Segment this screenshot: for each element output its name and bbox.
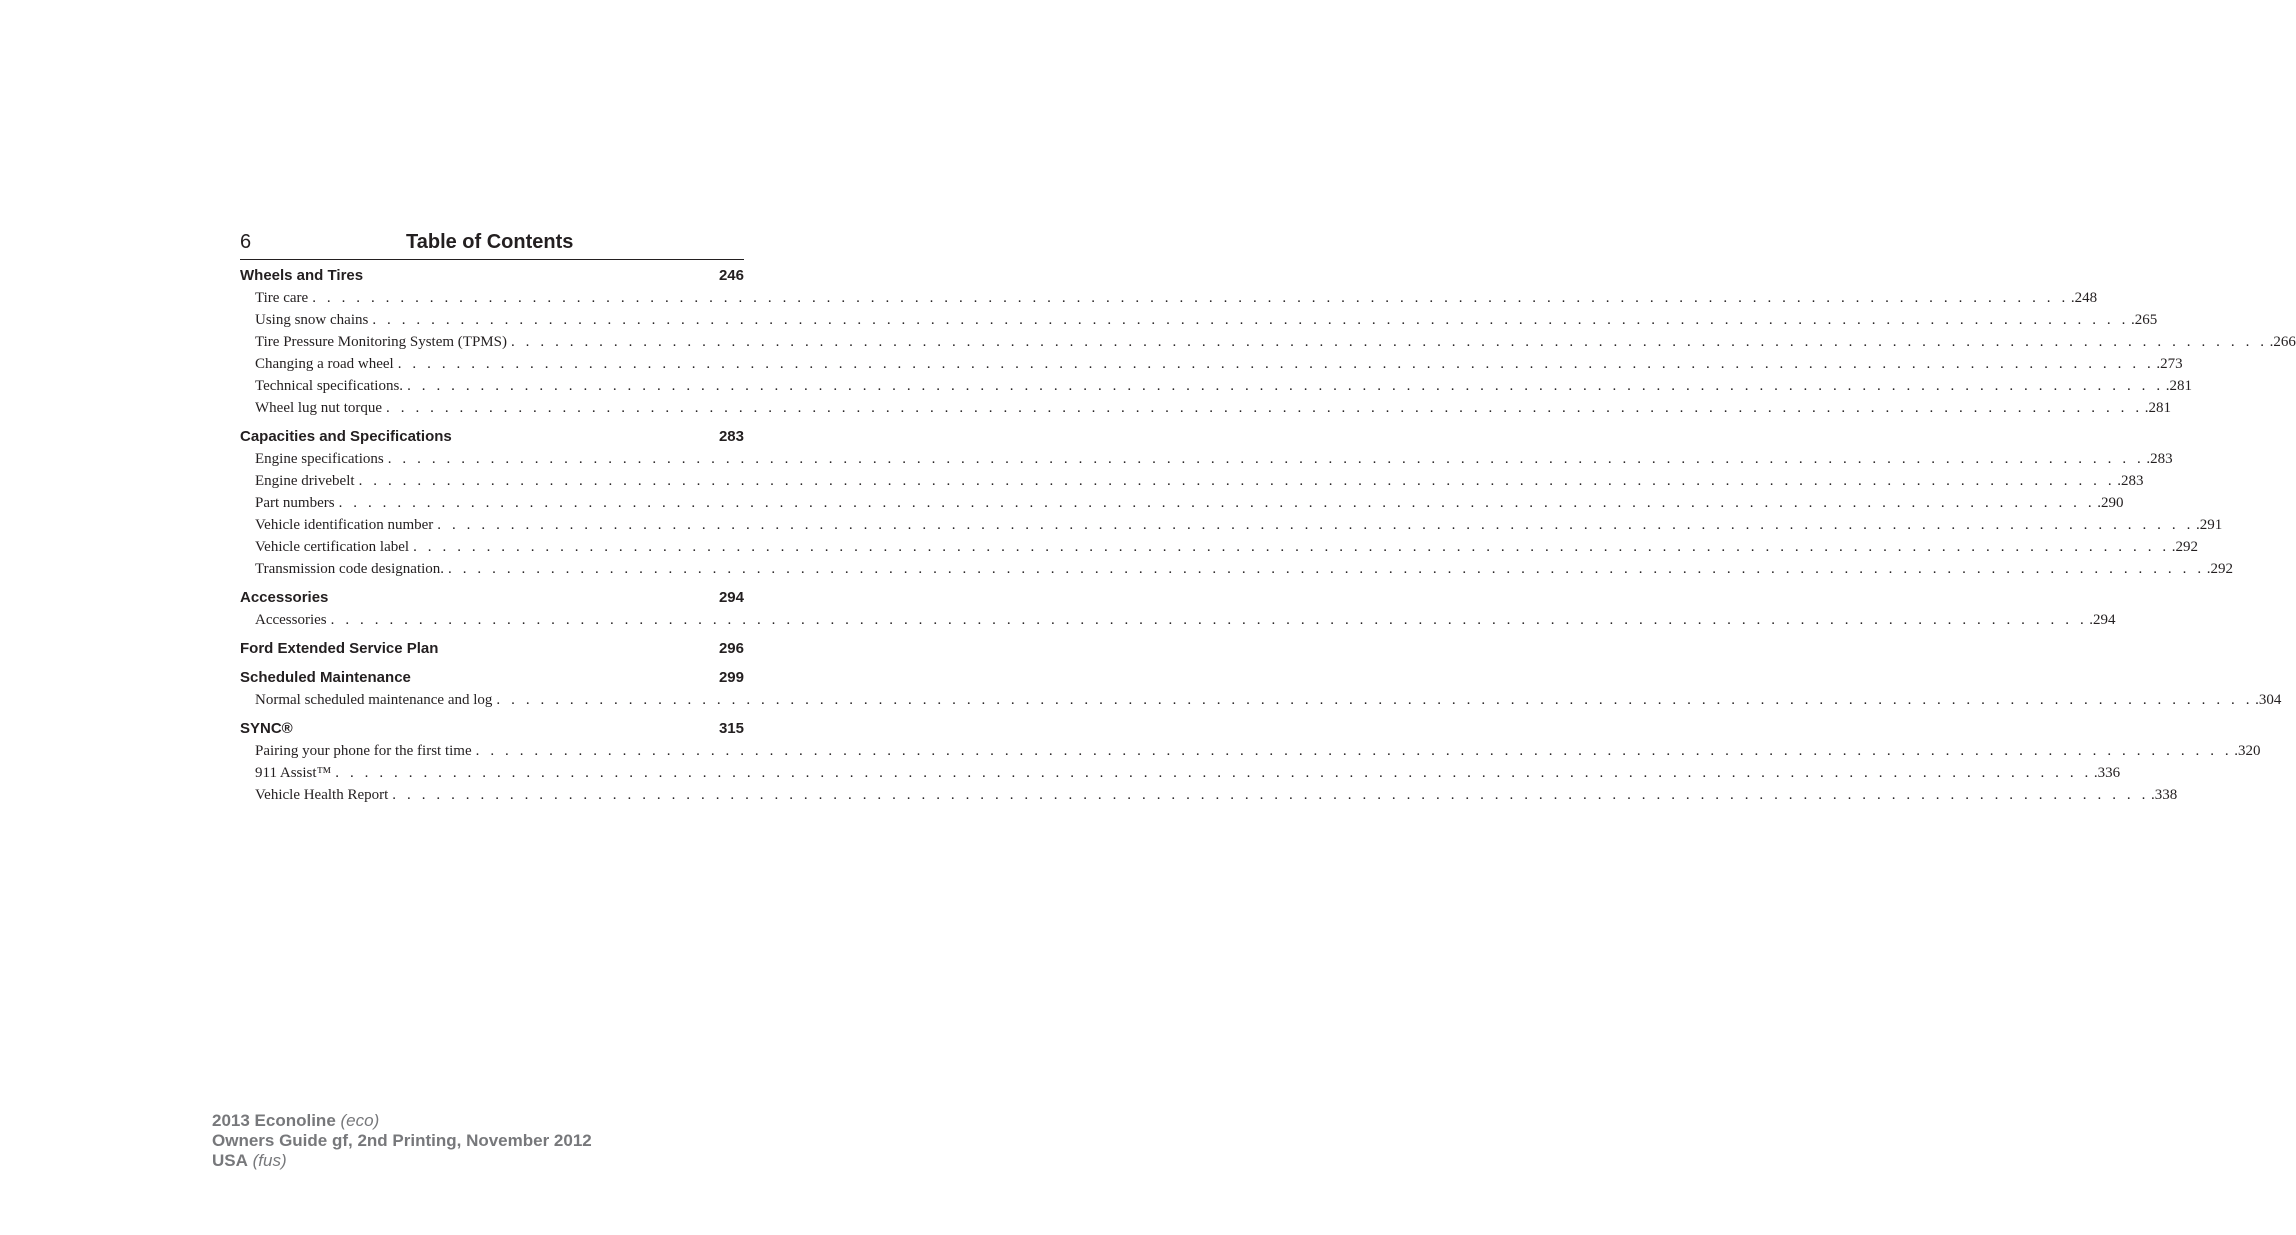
entry-page-number: .281 xyxy=(2144,400,2171,416)
toc-entry[interactable] xyxy=(240,784,2178,806)
toc-section xyxy=(240,667,2282,711)
dot-leader: . . . . . . . . . . . . . . . . . . . . . . . . . . . . . . . . . . . . . . . . . . . . . . . . . . . . . . . . . . . . . . . . . . . . . . . . . . . . . . . . . . . . . . . . . . . . . . . . . . . . . . . . . . . . . . . . . . . . . . . . xyxy=(387,451,2145,467)
entry-title: Engine drivebelt xyxy=(255,473,355,489)
footer-line-printing xyxy=(212,1131,592,1151)
toc-entry[interactable] xyxy=(240,514,2223,536)
dot-leader: . . . . . . . . . . . . . . . . . . . . . . . . . . . . . . . . . . . . . . . . . . . . . . . . . . . . . . . . . . . . . . . . . . . . . . . . . . . . . . . . . . . . . . . . . . . . . . . . . . . . . . . . . . . . . . . . . . . . . . . . xyxy=(448,561,2205,577)
footer-line-vehicle xyxy=(212,1111,592,1131)
section-title: Wheels and Tires xyxy=(240,267,364,284)
toc-section-heading[interactable] xyxy=(240,587,744,609)
section-page-number: 294 xyxy=(718,589,744,606)
dot-leader: . . . . . . . . . . . . . . . . . . . . . . . . . . . . . . . . . . . . . . . . . . . . . . . . . . . . . . . . . . . . . . . . . . . . . . . . . . . . . . . . . . . . . . . . . . . . . . . . . . . . . . . . . . . . . . . . . . . . . . . . xyxy=(510,334,2268,350)
footer-vehicle-name: 2013 Econoline xyxy=(212,1111,336,1130)
dot-leader: . . . . . . . . . . . . . . . . . . . . . . . . . . . . . . . . . . . . . . . . . . . . . . . . . . . . . . . . . . . . . . . . . . . . . . . . . . . . . . . . . . . . . . . . . . . . . . . . . . . . . . . . . . . . . . . . . . . . . . . . xyxy=(330,612,2088,628)
footer-printing-info: Owners Guide gf, 2nd Printing, November 2012 xyxy=(212,1131,592,1150)
entry-page-number: .292 xyxy=(2206,561,2233,577)
toc-section-heading[interactable] xyxy=(240,426,744,448)
toc-entry[interactable] xyxy=(240,689,2282,711)
dot-leader: . . . . . . . . . . . . . . . . . . . . . . . . . . . . . . . . . . . . . . . . . . . . . . . . . . . . . . . . . . . . . . . . . . . . . . . . . . . . . . . . . . . . . . . . . . . . . . . . . . . . . . . . . . . . . . . . . . . . . . . . xyxy=(335,765,2092,781)
footer xyxy=(212,1111,592,1171)
entry-page-number: .283 xyxy=(2146,451,2173,467)
toc-entry[interactable] xyxy=(240,448,2173,470)
entry-title: Engine specifications xyxy=(255,451,384,467)
toc-entry[interactable] xyxy=(240,740,2261,762)
page-header xyxy=(240,228,744,260)
page-number: 6 xyxy=(240,231,252,253)
entry-title: Tire care xyxy=(255,290,309,306)
entry-title: Using snow chains xyxy=(255,312,369,328)
entry-title: Technical specifications. xyxy=(255,378,404,394)
toc-entry[interactable] xyxy=(240,287,2098,309)
section-page-number: 315 xyxy=(718,720,744,737)
toc-section xyxy=(240,587,2116,631)
toc-entry[interactable] xyxy=(240,762,2121,784)
footer-market-code: (fus) xyxy=(252,1151,287,1170)
entry-title: Transmission code designation. xyxy=(255,561,445,577)
toc-section-heading[interactable] xyxy=(240,638,744,660)
entry-page-number: .248 xyxy=(2070,290,2098,306)
section-title: Scheduled Maintenance xyxy=(240,669,411,686)
toc-section-heading[interactable] xyxy=(240,718,744,740)
toc-entry[interactable] xyxy=(240,492,2124,514)
entry-page-number: .273 xyxy=(2156,356,2183,372)
dot-leader: . . . . . . . . . . . . . . . . . . . . . . . . . . . . . . . . . . . . . . . . . . . . . . . . . . . . . . . . . . . . . . . . . . . . . . . . . . . . . . . . . . . . . . . . . . . . . . . . . . . . . . . . . . . . . . . . . . . . . . . . xyxy=(372,312,2129,328)
toc-section xyxy=(240,265,2296,419)
toc-entry[interactable] xyxy=(240,309,2158,331)
dot-leader: . . . . . . . . . . . . . . . . . . . . . . . . . . . . . . . . . . . . . . . . . . . . . . . . . . . . . . . . . . . . . . . . . . . . . . . . . . . . . . . . . . . . . . . . . . . . . . . . . . . . . . . . . . . . . . . . . . . . . . . . xyxy=(312,290,2069,306)
entry-title: Vehicle identification number xyxy=(255,517,434,533)
toc-section-heading[interactable] xyxy=(240,265,744,287)
footer-line-market xyxy=(212,1151,592,1171)
dot-leader: . . . . . . . . . . . . . . . . . . . . . . . . . . . . . . . . . . . . . . . . . . . . . . . . . . . . . . . . . . . . . . . . . . . . . . . . . . . . . . . . . . . . . . . . . . . . . . . . . . . . . . . . . . . . . . . . . . . . . . . . xyxy=(496,692,2254,708)
section-title: Ford Extended Service Plan xyxy=(240,640,439,657)
dot-leader: . . . . . . . . . . . . . . . . . . . . . . . . . . . . . . . . . . . . . . . . . . . . . . . . . . . . . . . . . . . . . . . . . . . . . . . . . . . . . . . . . . . . . . . . . . . . . . . . . . . . . . . . . . . . . . . . . . . . . . . . xyxy=(475,743,2233,759)
entry-title: Normal scheduled maintenance and log xyxy=(255,692,493,708)
entry-page-number: .281 xyxy=(2165,378,2192,394)
toc-entry[interactable] xyxy=(240,331,2296,353)
page-title: Table of Contents xyxy=(406,231,574,253)
section-title: Accessories xyxy=(240,589,329,606)
toc-section xyxy=(240,426,2233,580)
dot-leader: . . . . . . . . . . . . . . . . . . . . . . . . . . . . . . . . . . . . . . . . . . . . . . . . . . . . . . . . . . . . . . . . . . . . . . . . . . . . . . . . . . . . . . . . . . . . . . . . . . . . . . . . . . . . . . . . . . . . . . . . xyxy=(386,400,2143,416)
toc-entry[interactable] xyxy=(240,558,2233,580)
toc-entry[interactable] xyxy=(240,470,2144,492)
dot-leader: . . . . . . . . . . . . . . . . . . . . . . . . . . . . . . . . . . . . . . . . . . . . . . . . . . . . . . . . . . . . . . . . . . . . . . . . . . . . . . . . . . . . . . . . . . . . . . . . . . . . . . . . . . . . . . . . . . . . . . . . xyxy=(338,495,2096,511)
entry-title: Part numbers xyxy=(255,495,335,511)
dot-leader: . . . . . . . . . . . . . . . . . . . . . . . . . . . . . . . . . . . . . . . . . . . . . . . . . . . . . . . . . . . . . . . . . . . . . . . . . . . . . . . . . . . . . . . . . . . . . . . . . . . . . . . . . . . . . . . . . . . . . . . . xyxy=(407,378,2164,394)
section-page-number: 246 xyxy=(718,267,744,284)
table-of-contents xyxy=(240,265,2296,813)
dot-leader: . . . . . . . . . . . . . . . . . . . . . . . . . . . . . . . . . . . . . . . . . . . . . . . . . . . . . . . . . . . . . . . . . . . . . . . . . . . . . . . . . . . . . . . . . . . . . . . . . . . . . . . . . . . . . . . . . . . . . . . . xyxy=(413,539,2170,555)
toc-entry[interactable] xyxy=(240,609,2116,631)
toc-section xyxy=(240,638,744,660)
toc-entry[interactable] xyxy=(240,397,2171,419)
entry-page-number: .291 xyxy=(2195,517,2223,533)
entry-title: Vehicle Health Report xyxy=(255,787,389,803)
entry-title: Pairing your phone for the first time xyxy=(255,743,472,759)
dot-leader: . . . . . . . . . . . . . . . . . . . . . . . . . . . . . . . . . . . . . . . . . . . . . . . . . . . . . . . . . . . . . . . . . . . . . . . . . . . . . . . . . . . . . . . . . . . . . . . . . . . . . . . . . . . . . . . . . . . . . . . . xyxy=(397,356,2155,372)
entry-page-number: .336 xyxy=(2093,765,2121,781)
toc-entry[interactable] xyxy=(240,536,2198,558)
entry-page-number: .294 xyxy=(2089,612,2116,628)
entry-title: Accessories xyxy=(255,612,327,628)
footer-market: USA xyxy=(212,1151,248,1170)
toc-section xyxy=(240,718,2261,806)
footer-vehicle-code: (eco) xyxy=(340,1111,380,1130)
section-title: SYNC® xyxy=(240,720,293,737)
dot-leader: . . . . . . . . . . . . . . . . . . . . . . . . . . . . . . . . . . . . . . . . . . . . . . . . . . . . . . . . . . . . . . . . . . . . . . . . . . . . . . . . . . . . . . . . . . . . . . . . . . . . . . . . . . . . . . . . . . . . . . . . xyxy=(437,517,2194,533)
entry-page-number: .292 xyxy=(2171,539,2198,555)
entry-title: Tire Pressure Monitoring System (TPMS) xyxy=(255,334,507,350)
section-title: Capacities and Specifications xyxy=(240,428,452,445)
entry-page-number: .338 xyxy=(2150,787,2178,803)
entry-title: Vehicle certification label xyxy=(255,539,410,555)
dot-leader: . . . . . . . . . . . . . . . . . . . . . . . . . . . . . . . . . . . . . . . . . . . . . . . . . . . . . . . . . . . . . . . . . . . . . . . . . . . . . . . . . . . . . . . . . . . . . . . . . . . . . . . . . . . . . . . . . . . . . . . . xyxy=(358,473,2116,489)
dot-leader: . . . . . . . . . . . . . . . . . . . . . . . . . . . . . . . . . . . . . . . . . . . . . . . . . . . . . . . . . . . . . . . . . . . . . . . . . . . . . . . . . . . . . . . . . . . . . . . . . . . . . . . . . . . . . . . . . . . . . . . . xyxy=(392,787,2149,803)
section-page-number: 299 xyxy=(718,669,744,686)
entry-title: Wheel lug nut torque xyxy=(255,400,383,416)
entry-page-number: .290 xyxy=(2097,495,2124,511)
toc-entry[interactable] xyxy=(240,353,2183,375)
section-page-number: 283 xyxy=(718,428,744,445)
entry-page-number: .304 xyxy=(2255,692,2282,708)
toc-section-heading[interactable] xyxy=(240,667,744,689)
entry-page-number: .266 xyxy=(2269,334,2296,350)
entry-page-number: .320 xyxy=(2234,743,2261,759)
entry-title: Changing a road wheel xyxy=(255,356,394,372)
section-page-number: 296 xyxy=(718,640,744,657)
entry-page-number: .283 xyxy=(2117,473,2144,489)
entry-title: 911 Assist™ xyxy=(255,765,332,781)
entry-page-number: .265 xyxy=(2130,312,2158,328)
toc-entry[interactable] xyxy=(240,375,2192,397)
